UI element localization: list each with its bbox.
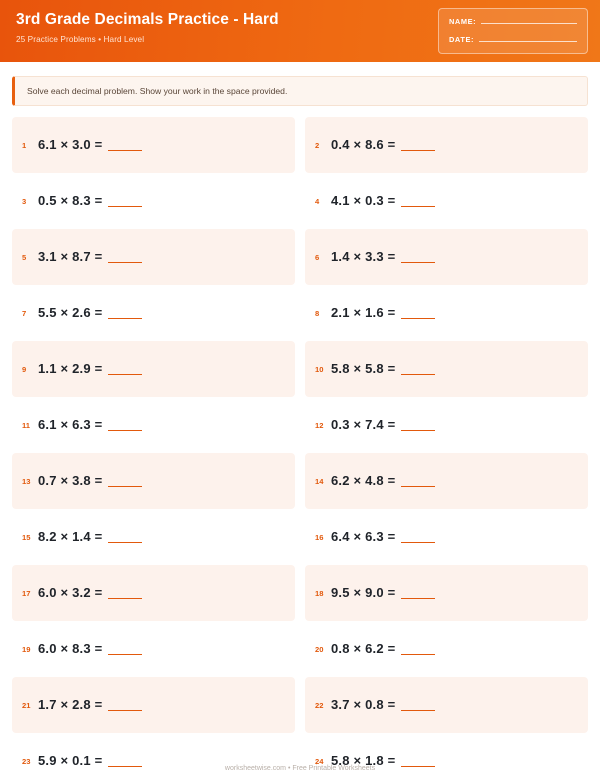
- problem-item: [305, 621, 588, 677]
- problem-body: [38, 472, 142, 490]
- answer-blank[interactable]: [401, 643, 435, 655]
- problem-expression: 0.3 × 7.4 =: [331, 417, 396, 432]
- problem-item: [305, 509, 588, 565]
- problem-body: [331, 248, 435, 266]
- problem-body: [38, 248, 142, 266]
- problem-number: 8: [315, 308, 320, 318]
- problem-expression: 6.0 × 3.2 =: [38, 585, 103, 600]
- problem-item: [12, 117, 295, 173]
- answer-blank[interactable]: [401, 251, 435, 263]
- problem-number: 4: [315, 196, 320, 206]
- problem-item: [12, 509, 295, 565]
- problem-expression: 6.4 × 6.3 =: [331, 529, 396, 544]
- problem-expression: 6.1 × 3.0 =: [38, 137, 103, 152]
- problem-body: [331, 304, 435, 322]
- answer-blank[interactable]: [108, 419, 142, 431]
- name-label: NAME:: [449, 17, 477, 26]
- problem-number: 13: [22, 476, 31, 486]
- problem-number: 24: [315, 756, 324, 766]
- problem-expression: 6.1 × 6.3 =: [38, 417, 103, 432]
- problem-expression: 1.7 × 2.8 =: [38, 697, 103, 712]
- problem-item: [305, 117, 588, 173]
- problem-expression: 5.5 × 2.6 =: [38, 305, 103, 320]
- problem-body: [38, 304, 142, 322]
- problem-number: 14: [315, 476, 324, 486]
- answer-blank[interactable]: [108, 587, 142, 599]
- answer-blank[interactable]: [401, 307, 435, 319]
- problem-item: [305, 677, 588, 733]
- problem-item: [12, 453, 295, 509]
- date-label: DATE:: [449, 35, 475, 44]
- problem-body: [331, 192, 435, 210]
- problem-number: 5: [22, 252, 27, 262]
- name-row: [449, 17, 577, 26]
- problem-grid: [12, 117, 588, 776]
- name-input-line[interactable]: [481, 23, 577, 24]
- worksheet-header: [0, 0, 600, 62]
- answer-blank[interactable]: [108, 531, 142, 543]
- problem-number: 9: [22, 364, 27, 374]
- problem-number: 6: [315, 252, 320, 262]
- problem-item: [12, 173, 295, 229]
- problem-number: 18: [315, 588, 324, 598]
- problem-body: [331, 136, 435, 154]
- page-title: 3rd Grade Decimals Practice - Hard: [16, 11, 279, 28]
- problem-body: [331, 696, 435, 714]
- problem-number: 11: [22, 420, 31, 430]
- problem-number: 19: [22, 644, 31, 654]
- instructions-text: Solve each decimal problem. Show your work in the space provided.: [27, 86, 288, 96]
- instructions-banner: [12, 76, 588, 106]
- problem-item: [12, 229, 295, 285]
- problem-number: 20: [315, 644, 324, 654]
- problem-number: 12: [315, 420, 324, 430]
- problem-body: [331, 360, 435, 378]
- problem-item: [12, 341, 295, 397]
- answer-blank[interactable]: [401, 699, 435, 711]
- answer-blank[interactable]: [108, 363, 142, 375]
- problem-item: [12, 565, 295, 621]
- answer-blank[interactable]: [401, 195, 435, 207]
- problem-expression: 8.2 × 1.4 =: [38, 529, 103, 544]
- problem-expression: 2.1 × 1.6 =: [331, 305, 396, 320]
- problem-number: 7: [22, 308, 27, 318]
- answer-blank[interactable]: [108, 195, 142, 207]
- problem-expression: 9.5 × 9.0 =: [331, 585, 396, 600]
- problem-item: [12, 621, 295, 677]
- problem-item: [305, 229, 588, 285]
- answer-blank[interactable]: [108, 475, 142, 487]
- problem-expression: 3.7 × 0.8 =: [331, 697, 396, 712]
- problem-body: [38, 696, 142, 714]
- problem-number: 17: [22, 588, 31, 598]
- footer: [0, 765, 600, 772]
- problem-body: [331, 416, 435, 434]
- problem-number: 16: [315, 532, 324, 542]
- problem-body: [38, 416, 142, 434]
- answer-blank[interactable]: [401, 475, 435, 487]
- footer-text: worksheetwise.com • Free Printable Worksheets: [224, 765, 376, 772]
- page-subtitle: 25 Practice Problems • Hard Level: [16, 35, 145, 44]
- answer-blank[interactable]: [108, 251, 142, 263]
- problem-expression: 6.0 × 8.3 =: [38, 641, 103, 656]
- problem-number: 10: [315, 364, 324, 374]
- problem-item: [305, 453, 588, 509]
- problem-body: [38, 136, 142, 154]
- problem-expression: 0.4 × 8.6 =: [331, 137, 396, 152]
- problem-expression: 5.8 × 1.8 =: [331, 753, 396, 768]
- answer-blank[interactable]: [401, 139, 435, 151]
- problem-body: [38, 192, 142, 210]
- problem-number: 23: [22, 756, 31, 766]
- problem-body: [331, 640, 435, 658]
- problem-number: 3: [22, 196, 27, 206]
- answer-blank[interactable]: [401, 587, 435, 599]
- date-input-line[interactable]: [479, 41, 577, 42]
- problem-item: [12, 285, 295, 341]
- answer-blank[interactable]: [108, 699, 142, 711]
- problem-expression: 4.1 × 0.3 =: [331, 193, 396, 208]
- problem-expression: 3.1 × 8.7 =: [38, 249, 103, 264]
- problem-body: [38, 640, 142, 658]
- problem-expression: 1.4 × 3.3 =: [331, 249, 396, 264]
- answer-blank[interactable]: [108, 643, 142, 655]
- date-row: [449, 35, 577, 44]
- answer-blank[interactable]: [401, 419, 435, 431]
- problem-expression: 0.5 × 8.3 =: [38, 193, 103, 208]
- problem-number: 22: [315, 700, 324, 710]
- problem-number: 21: [22, 700, 31, 710]
- problem-item: [305, 565, 588, 621]
- problem-expression: 5.8 × 5.8 =: [331, 361, 396, 376]
- problem-item: [305, 173, 588, 229]
- problem-body: [38, 584, 142, 602]
- problem-item: [12, 397, 295, 453]
- problem-item: [305, 285, 588, 341]
- name-date-box: [438, 8, 588, 54]
- problem-number: 2: [315, 140, 320, 150]
- answer-blank[interactable]: [401, 363, 435, 375]
- answer-blank[interactable]: [108, 139, 142, 151]
- problem-expression: 5.9 × 0.1 =: [38, 753, 103, 768]
- problem-number: 15: [22, 532, 31, 542]
- problem-body: [331, 472, 435, 490]
- problem-body: [331, 528, 435, 546]
- problem-body: [38, 360, 142, 378]
- problem-item: [12, 677, 295, 733]
- answer-blank[interactable]: [108, 307, 142, 319]
- answer-blank[interactable]: [401, 531, 435, 543]
- problem-body: [331, 584, 435, 602]
- problem-item: [305, 397, 588, 453]
- problem-expression: 0.8 × 6.2 =: [331, 641, 396, 656]
- problem-number: 1: [22, 140, 27, 150]
- problem-item: [305, 341, 588, 397]
- problem-body: [38, 528, 142, 546]
- problem-expression: 6.2 × 4.8 =: [331, 473, 396, 488]
- problem-expression: 1.1 × 2.9 =: [38, 361, 103, 376]
- problem-expression: 0.7 × 3.8 =: [38, 473, 103, 488]
